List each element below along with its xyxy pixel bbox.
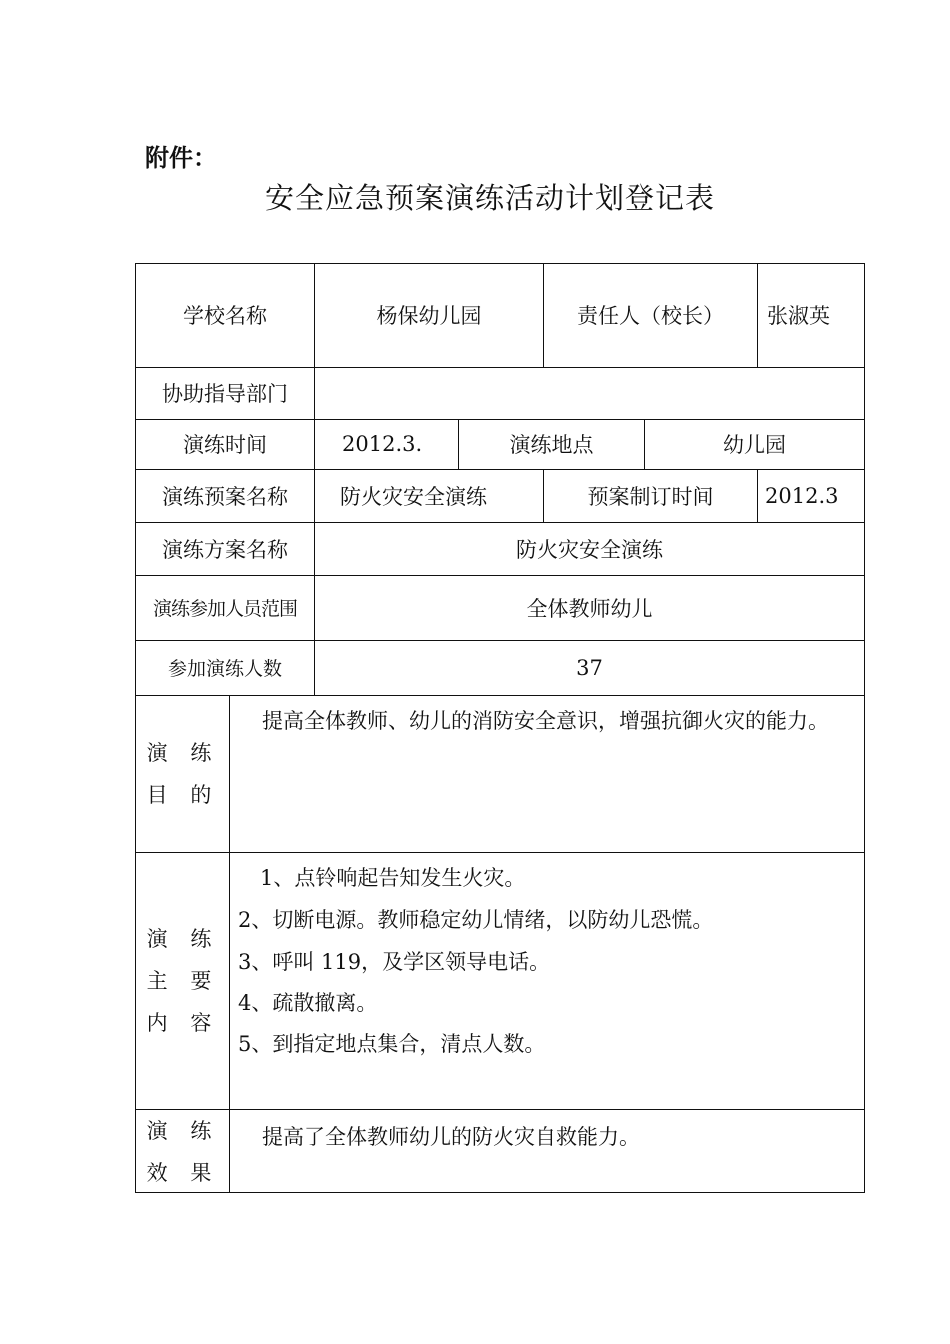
- participant-count-label: 参加演练人数: [167, 658, 282, 680]
- content-item: 4、疏散撤离。: [238, 991, 378, 1015]
- table-rule: [135, 852, 865, 853]
- effect-label: [138, 1110, 228, 1194]
- scheme-name-label: 演练方案名称: [162, 537, 288, 562]
- plan-date-value: 2012.3: [765, 483, 839, 508]
- content-label-line1: 演 练: [146, 927, 220, 951]
- dept-label: 协助指导部门: [162, 382, 288, 406]
- school-name-label: 学校名称: [183, 304, 267, 328]
- attachment-label: 附件：: [145, 144, 217, 172]
- scheme-name-value: 防火灾安全演练: [516, 537, 663, 562]
- participant-scope-value: 全体教师幼儿: [526, 596, 653, 621]
- table-rule: [135, 695, 865, 696]
- content-item: 3、呼叫 119，及学区领导电话。: [238, 950, 551, 974]
- plan-name-label: 演练预案名称: [162, 484, 288, 509]
- plan-name-value: 防火灾安全演练: [340, 484, 487, 509]
- form-title: 安全应急预案演练活动计划登记表: [264, 181, 715, 215]
- drill-time-value: 2012.3.: [342, 432, 423, 456]
- drill-place-value: 幼儿园: [723, 433, 786, 457]
- purpose-label-line1: 演 练: [146, 741, 220, 765]
- participant-count-value: 37: [576, 655, 603, 680]
- purpose-label-line2: 目 的: [146, 783, 220, 807]
- purpose-text: 提高全体教师、幼儿的消防安全意识，增强抗御火灾的能力。: [262, 709, 829, 733]
- dept-value: [314, 367, 865, 419]
- effect-label-line2: 效 果: [146, 1161, 220, 1185]
- effect-text: 提高了全体教师幼儿的防火灾自救能力。: [262, 1125, 640, 1149]
- content-item: 2、切断电源。教师稳定幼儿情绪，以防幼儿恐慌。: [238, 908, 714, 932]
- table-rule: [135, 1109, 865, 1110]
- plan-date-label: 预案制订时间: [587, 484, 714, 509]
- content-item: 1、点铃响起告知发生火灾。: [260, 866, 526, 890]
- content-label: [138, 918, 228, 1044]
- school-name-value: 杨保幼儿园: [376, 304, 482, 328]
- principal-value: 张淑英: [767, 304, 830, 328]
- table-rule-vertical: [229, 695, 230, 1193]
- table-border-bottom: [135, 1192, 865, 1193]
- effect-label-line1: 演 练: [146, 1119, 220, 1143]
- drill-place-label: 演练地点: [509, 433, 594, 457]
- principal-label: 责任人（校长）: [577, 304, 724, 328]
- content-item: 5、到指定地点集合，清点人数。: [238, 1032, 546, 1056]
- participant-scope-label: 演练参加人员范围: [152, 598, 297, 620]
- content-label-line2: 主 要: [146, 969, 220, 993]
- content-label-line3: 内 容: [146, 1011, 220, 1035]
- purpose-label: [138, 732, 228, 816]
- drill-time-label: 演练时间: [183, 433, 267, 457]
